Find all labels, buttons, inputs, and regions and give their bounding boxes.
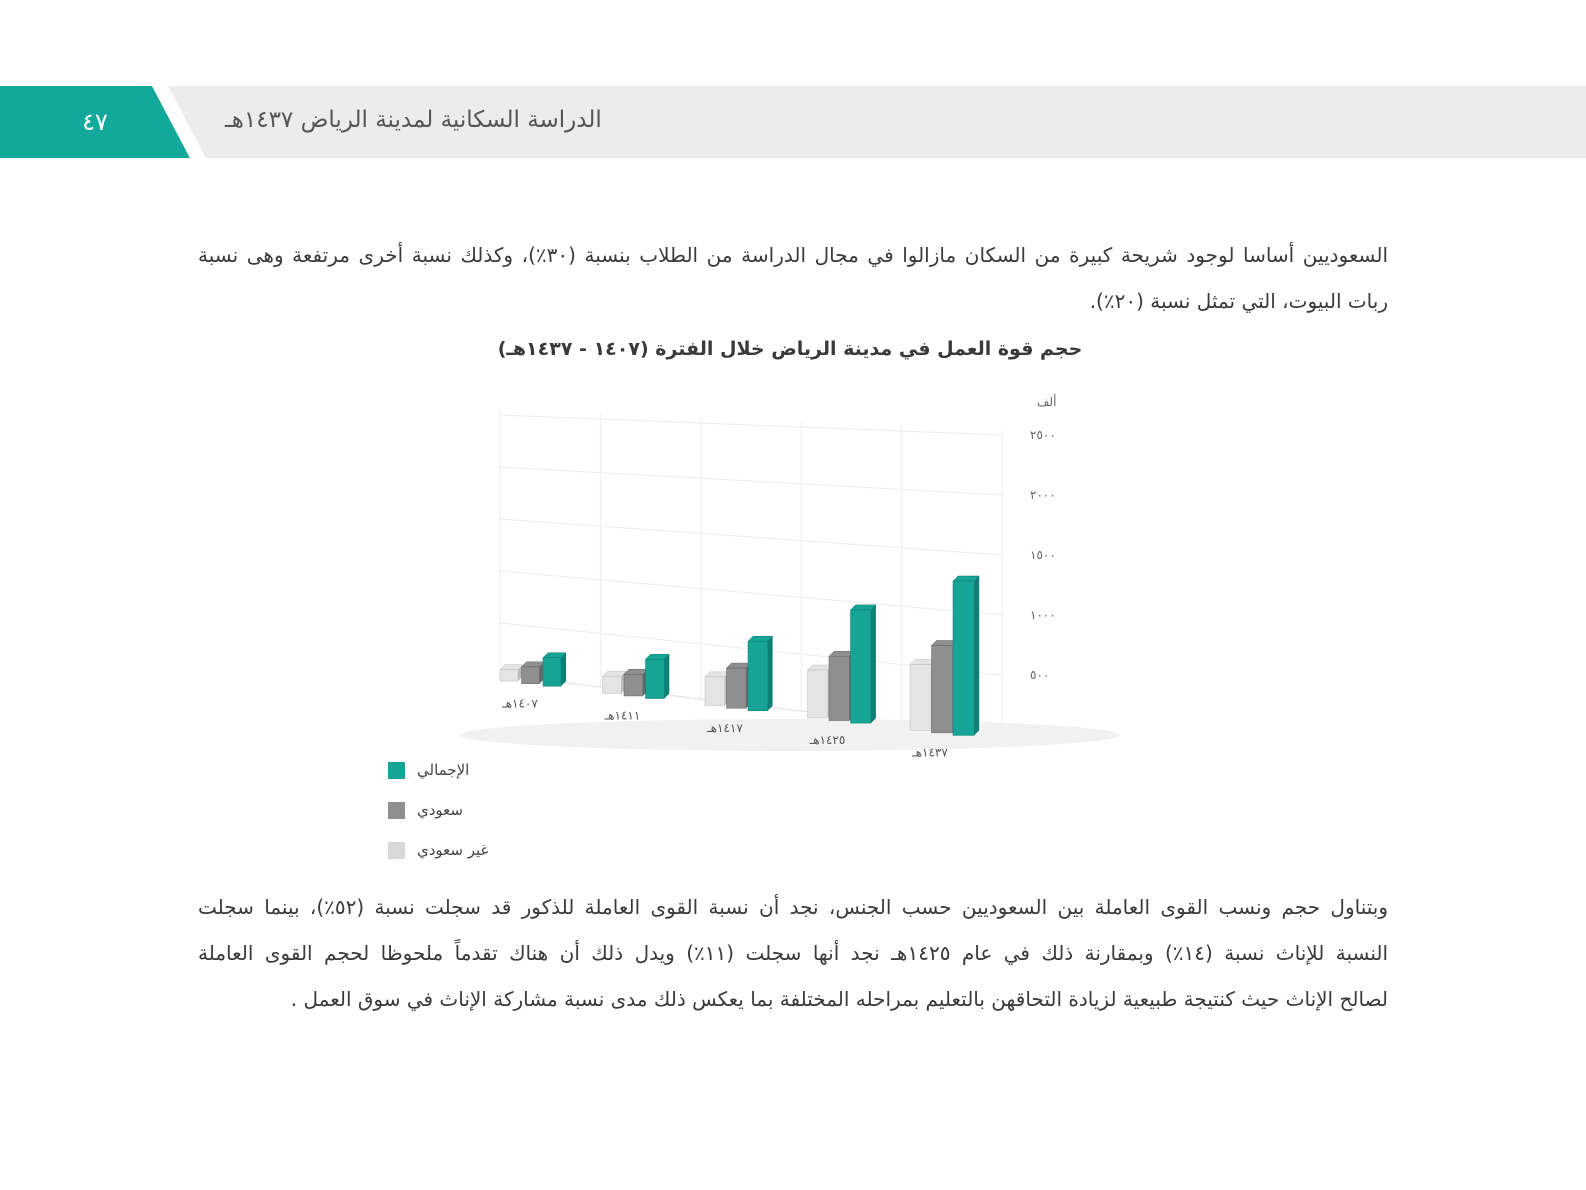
paragraph-line: النسبة للإناث نسبة (١٤٪) وبمقارنة ذلك في عام ١٤٢٥هـ نجد أنها سجلت (١١٪) ويدل ذلك أن هناك تقدماً ملحوظا لحجم القوى العاملة xyxy=(198,941,1389,965)
paragraph-top xyxy=(198,232,1388,324)
bar xyxy=(500,670,518,681)
bar-side xyxy=(768,636,773,711)
bar-side xyxy=(871,605,876,723)
chart-legend xyxy=(388,750,518,870)
bar xyxy=(603,676,622,693)
bar-chart xyxy=(370,390,1130,790)
legend-label-total: الإجمالي xyxy=(417,761,470,779)
grid-line xyxy=(500,519,1002,555)
x-tick-label: ١٤٠٧هـ xyxy=(502,696,538,711)
bar xyxy=(522,667,540,684)
paragraph-bottom xyxy=(198,884,1388,1022)
bar-side xyxy=(974,576,979,735)
grid-line xyxy=(500,571,1002,615)
paragraph-line: ربات البيوت، التي تمثل نسبة (٢٠٪). xyxy=(1089,289,1388,313)
bar xyxy=(910,665,931,731)
bar xyxy=(808,670,828,718)
paragraph-line: لصالح الإناث حيث كنتيجة طبيعية لزيادة التحاقهن بالتعليم بمراحله المختلفة بما يعكس ذلك مدى نسبة مشاركة الإناث في سوق العمل . xyxy=(290,987,1388,1011)
legend-label-non-saudi: غير سعودي xyxy=(417,841,489,859)
y-tick-label: ٥٠٠ xyxy=(1030,668,1050,682)
bar xyxy=(646,659,665,698)
legend-label-saudi: سعودي xyxy=(417,801,463,819)
x-tick-label: ١٤١٧هـ xyxy=(707,720,743,735)
bar-top xyxy=(953,576,979,581)
header-title: الدراسة السكانية لمدينة الرياض ١٤٣٧هـ xyxy=(225,107,602,133)
legend-swatch-saudi xyxy=(388,802,405,819)
legend-swatch-total xyxy=(388,762,405,779)
bar xyxy=(543,658,561,687)
y-tick-label: ١٥٠٠ xyxy=(1030,548,1056,562)
bar xyxy=(705,677,725,706)
legend-item-total xyxy=(388,750,518,790)
bar xyxy=(851,610,871,723)
grid-line xyxy=(500,467,1002,495)
y-unit-label: ألف xyxy=(1037,395,1057,409)
x-tick-label: ١٤٣٧هـ xyxy=(912,745,948,760)
bar-side xyxy=(664,654,669,698)
y-tick-label: ١٠٠٠ xyxy=(1030,608,1056,622)
page-number: ٤٧ xyxy=(82,108,108,136)
paragraph-line: وبتناول حجم ونسب القوى العاملة بين السعوديين حسب الجنس، نجد أن نسبة القوى العاملة للذكور قد سجلت نسبة (٥٢٪)، بينما سجلت xyxy=(198,895,1388,919)
x-tick-label: ١٤٢٥هـ xyxy=(809,733,846,748)
y-tick-label: ٢٥٠٠ xyxy=(1030,428,1056,442)
bar xyxy=(727,668,747,708)
paragraph-line: السعوديين أساسا لوجود شريحة كبيرة من السكان مازالوا في مجال الدراسة من الطلاب بنسبة (٣٠٪)، وكذلك نسبة أخرى مرتفعة وهى نسبة xyxy=(198,243,1389,267)
bar xyxy=(624,674,643,696)
bar-side xyxy=(561,653,566,687)
legend-item-non-saudi xyxy=(388,830,518,870)
bar xyxy=(953,581,974,735)
grid-line xyxy=(500,415,1002,435)
legend-swatch-non-saudi xyxy=(388,842,405,859)
x-tick-label: ١٤١١هـ xyxy=(604,708,641,723)
bar xyxy=(748,641,768,711)
bar xyxy=(829,656,849,720)
bar xyxy=(932,645,953,732)
chart-floor-shadow xyxy=(460,719,1120,751)
y-tick-label: ٢٠٠٠ xyxy=(1030,488,1056,502)
legend-item-saudi xyxy=(388,790,518,830)
chart-title: حجم قوة العمل في مدينة الرياض خلال الفترة (١٤٠٧ - ١٤٣٧هـ) xyxy=(497,338,1083,360)
